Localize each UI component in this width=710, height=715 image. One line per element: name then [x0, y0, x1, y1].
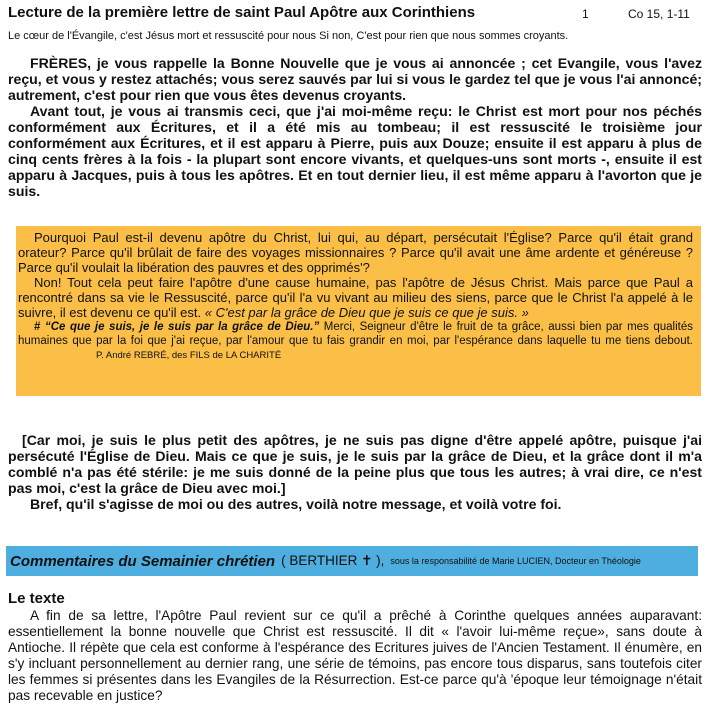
- reading-paragraph: FRÈRES, je vous rappelle la Bonne Nouvelle que je vous ai annoncée ; cet Evangile, vous l'avez reçu, et vous y restez attachés; vous serez sauvés par lui si vous le gardez tel que je vous l'ai annoncé; autrement, c'est pour rien que vous êtes devenus croyants.: [8, 55, 702, 103]
- prayer-text: Merci, Seigneur d'être le fruit de ta grâce, aussi bien par mes qualités humaines que par la foi que j'ai reçue, par l'amour que tu fais grandir en moi, par l'espérance dans laquelle tu me tiens debout.: [18, 321, 693, 347]
- highlight-prayer: [18, 320, 693, 363]
- highlight-paragraph: Pourquoi Paul est-il devenu apôtre du Christ, lui qui, au départ, persécutait l'Église? Parce qu'il était grand orateur? Parce qu'il brûlait de faire des voyages missionnaires ? Parce qu'il avait une âme ardente et généreuse ? Parce qu'il voulait la libération des pauvres et des opprimés'?: [18, 230, 693, 275]
- reading-paragraph: [Car moi, je suis le plus petit des apôtres, je ne suis pas digne d'être appelé apôtre, puisque j'ai persécuté l'Église de Dieu. Mais ce que je suis, je le suis par la grâce de Dieu, et la grâce dont il m'a comblé n'a pas été stérile: je me suis donné de la peine plus que tous les autres; à vrai dire, ce n'est pas moi, c'est la grâce de Dieu avec moi.]: [8, 432, 702, 496]
- section-text: [8, 608, 702, 704]
- signature: P. André REBRÉ, des FILS de LA CHARITÉ: [96, 350, 282, 361]
- prayer-marker: #: [34, 321, 41, 333]
- commentary-title: Commentaires du Semainier chrétien: [10, 552, 276, 570]
- reading-title: Lecture de la première lettre de saint Paul Apôtre aux Corinthiens: [8, 4, 476, 21]
- commentary-author: ( BERTHIER ✝ ),: [281, 553, 385, 568]
- highlight-box: [16, 226, 701, 396]
- header: [8, 4, 704, 24]
- commentary-responsibility: sous la responsabilité de Marie LUCIEN, Docteur en Théologie: [390, 556, 641, 566]
- section-heading: Le texte: [8, 590, 65, 607]
- reading-paragraph: Avant tout, je vous ai transmis ceci, que j'ai moi-même reçu: le Christ est mort pour nos péchés conformément aux Écritures, et il a été mis au tombeau; il est ressuscité le troisième jour conformément aux Écritures, et il est apparu à Pierre, puis aux Douze; ensuite il est apparu à plus de cinq cents frères à la fois - la plupart sont encore vivants, et quelques-uns sont morts -, ensuite il est apparu à Jacques, puis à tous les apôtres. Et en tout dernier lieu, il est même apparu à l'avorton que je suis.: [8, 103, 702, 199]
- highlight-text: Non! Tout cela peut faire l'apôtre d'une cause humaine, pas l'apôtre de Jésus Christ. Mais parce que Paul a rencontré dans sa vie le Ressuscité, parce qu'il l'a vu vivant au milieu des siens, parce que le Christ l'a appelé à le suivre, il est devenu ce qu'il est.: [18, 275, 693, 320]
- highlight-paragraph: [18, 275, 693, 320]
- bracket-text: [8, 432, 702, 512]
- reading-text: [8, 55, 702, 199]
- reading-paragraph: Bref, qu'il s'agisse de moi ou des autres, voilà notre message, et voilà votre foi.: [30, 496, 562, 512]
- commentary-banner: [6, 546, 698, 576]
- subtitle: Le cœur de l'Évangile, c'est Jésus mort et ressuscité pour nous Si non, C'est pour rien que nous sommes croyants.: [8, 30, 569, 42]
- scripture-reference: Co 15, 1-11: [628, 7, 690, 21]
- page-number: 1: [582, 7, 589, 21]
- prayer-quote: “Ce que je suis, je le suis par la grâce de Dieu.”: [44, 321, 320, 333]
- highlight-quote: « C'est par la grâce de Dieu que je suis ce que je suis. »: [204, 305, 529, 320]
- section-paragraph: A fin de sa lettre, l'Apôtre Paul revient sur ce qu'il a prêché à Corinthe quelques années auparavant: essentiellement la bonne nouvelle que Christ est ressuscité. Il dit « l'avoir lui-même reçue», sans doute à Antioche. Il répète que cela est conforme à l'espérance des Ecritures juives de l'Ancien Testament. Il énumère, en s'y incluant personnellement au dernier rang, une série de témoins, pas encore tous disparus, sans toutefois citer les femmes si présentes dans les Evangiles de la Résurrection. Est-ce parce qu'à 'époque leur témoignage n'était pas recevable en justice?: [8, 608, 702, 703]
